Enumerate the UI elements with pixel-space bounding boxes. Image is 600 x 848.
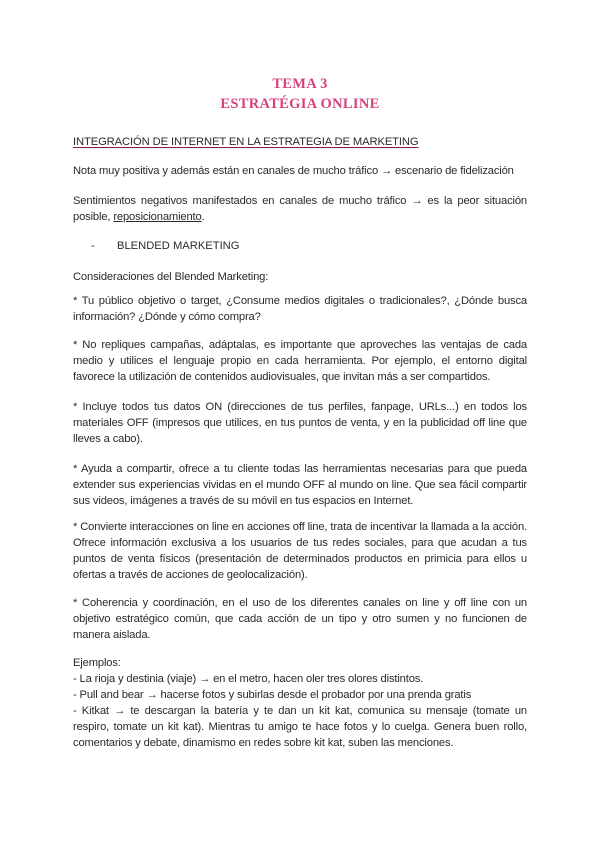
example-pull-and-bear: - Pull and bear → hacerse fotos y subirlas desde el probador por una prenda gratis [73,689,472,701]
example-rioja-destinia: - La rioja y destinia (viaje) → en el metro, hacen oler tres olores distintos. [73,673,424,685]
section-heading: INTEGRACIÓN DE INTERNET EN LA ESTRATEGIA DE MARKETING [73,136,419,148]
consideration-convert-interactions: * Convierte interacciones on line en acciones off line, trata de incentivar la llamada a la acción. Ofrece información exclusiva a los usuarios de tus redes sociales, para que acudan a tus puntos de venta físicos (presentación de determinados productos en primicia para ellos u ofertas a través de acciones de geolocalización). [73,521,527,581]
document-title: ESTRATÉGIA ONLINE [220,96,380,112]
consideration-share: * Ayuda a compartir, ofrece a tu cliente todas las herramientas necesarias para que pueda extender sus experiencias vividas en el mundo OFF al mundo on line. Que sea fácil compartir sus videos, imágenes a través de su móvil en tus espacios en Internet. [73,463,527,507]
examples-title: Ejemplos: [73,657,121,669]
paragraph-positive-note: Nota muy positiva y además están en canales de mucho tráfico → escenario de fidelización [73,165,514,177]
examples-block [73,655,527,751]
consideration-adapt-campaigns: * No repliques campañas, adáptalas, es importante que aproveches las ventajas de cada medio y utilices el lenguaje propio en cada herramienta. Por ejemplo, el entorno digital favorece la utilización de contenidos audiovisuales, que invitan más a ser compartidos. [73,339,527,383]
consideration-coherence: * Coherencia y coordinación, en el uso de los diferentes canales on line y off line con un objetivo estratégico común, que cada acción de un tipo y otro sumen y no funcionen de manera aislada. [73,597,527,641]
consideration-target: * Tu público objetivo o target, ¿Consume medios digitales o tradicionales?, ¿Dónde busca información? ¿Dónde y cómo compra? [73,295,527,323]
bullet-blended-marketing [91,238,239,254]
paragraph-negative-end: . [201,211,205,223]
document-title-number: TEMA 3 [272,76,328,92]
paragraph-negative-text: Sentimientos negativos manifestados en canales de mucho tráfico → es la peor situación posible, [73,195,527,223]
bullet-dash: - [91,240,95,252]
consideration-include-data: * Incluye todos tus datos ON (direcciones de tus perfiles, fanpage, URLs...) en todos los materiales OFF (impresos que utilices, en tus puntos de venta, y en la publicidad off line que lleves a cabo). [73,401,527,445]
considerations-title: Consideraciones del Blended Marketing: [73,271,269,283]
paragraph-negative-sentiment [73,193,527,225]
bullet-label: BLENDED MARKETING [117,240,240,252]
example-kitkat: - Kitkat → te descargan la batería y te dan un kit kat, comunica su mensaje (tomate un respiro, tomate un kit kat). Mientras tu amigo te hace fotos y lo cuelga. Genera buen rollo, comentarios y debate, dinamismo en redes sobre kit kat, suben las menciones. [73,705,527,749]
repositioning-term: reposicionamiento [113,211,202,223]
